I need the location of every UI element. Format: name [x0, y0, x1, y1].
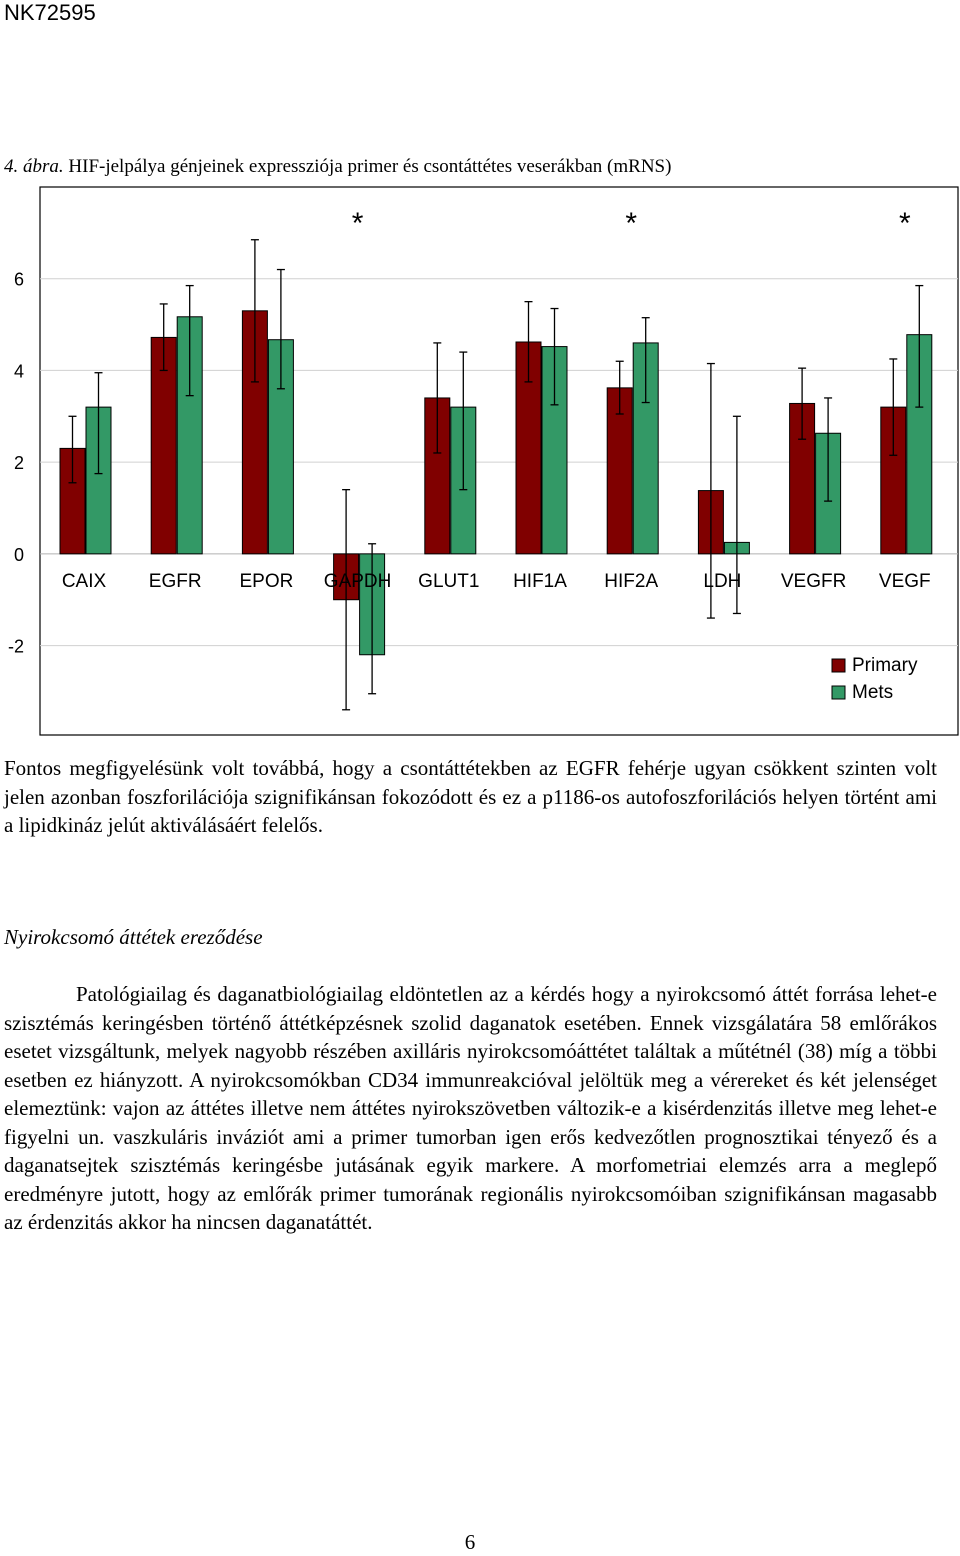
- category-label: HIF1A: [513, 570, 567, 592]
- body-paragraph-1: Fontos megfigyelésünk volt továbbá, hogy a csontáttétekben az EGFR fehérje ugyan csökkent szinten volt jelen azonban foszforilációja szignifikánsan fokozódott és ez a p1186-os autofoszforilációs helyen történt ami a lipidkináz jelút aktiválásáért felelős.: [4, 756, 937, 837]
- document-code: NK72595: [4, 0, 96, 25]
- category-label: VEGF: [878, 570, 931, 592]
- significance-star: *: [625, 206, 638, 240]
- category-label: LDH: [703, 570, 742, 592]
- category-label: EGFR: [148, 570, 202, 592]
- legend-label-mets: Mets: [852, 682, 894, 703]
- category-label: EPOR: [239, 570, 294, 592]
- y-tick-label: 0: [13, 544, 24, 565]
- y-tick-label: 6: [13, 269, 24, 290]
- category-label: GAPDH: [323, 570, 392, 592]
- y-tick-label: -2: [7, 636, 24, 657]
- legend-label-primary: Primary: [852, 655, 918, 676]
- category-label: HIF2A: [604, 570, 659, 592]
- y-tick-label: 4: [13, 361, 24, 382]
- category-label: VEGFR: [780, 570, 847, 592]
- significance-star: *: [898, 206, 911, 240]
- category-label: CAIX: [61, 570, 107, 592]
- section-heading: Nyirokcsomó áttétek ereződése: [4, 925, 263, 949]
- legend-swatch-mets: [832, 686, 845, 699]
- y-tick-label: 2: [13, 453, 24, 474]
- figure-caption: [4, 155, 671, 179]
- body-paragraph-2: Patológiailag és daganatbiológiailag eldöntetlen az a kérdés hogy a nyirokcsomó áttét forrása lehet-e szisztémás keringésben történő áttétképzésnek szolid daganatok esetében. Ennek vizsgálatára 58 emlőrákos esetet vizsgáltunk, melyek nagyobb részében axilláris nyirokcsomóáttétet találtak a műtétnél (38) míg a többi esetben ez hiányzott. A nyirokcsomókban CD34 immunreakcióval jelöltük meg a vérereket és két jelenséget elemeztünk: vajon az áttétes illetve nem áttétes nyirokszövetben változik-e a kisérdenzitás illetve meg lehet-e figyelni un. vaszkuláris inváziót ami a primer tumorban igen erős kedvezőtlen prognosztikai tényező és a daganatsejtek szisztémás keringésbe jutásának egyik markere. A morfometriai elemzés arra a meglepő eredményre jutott, hogy az emlőrák primer tumorának regionális nyirokcsomóiban szignifikánsan magasabb az érdenzitás akkor ha nincsen daganatáttét.: [4, 982, 937, 1234]
- bar-chart: [0, 185, 960, 738]
- page-number: 6: [464, 1530, 476, 1554]
- category-label: GLUT1: [418, 570, 480, 592]
- legend-swatch-primary: [832, 659, 845, 672]
- figure-caption-text: HIF-jelpálya génjeinek expressziója primer és csontáttétes veserákban (mRNS): [63, 156, 672, 177]
- figure-caption-label: 4. ábra.: [4, 156, 64, 177]
- significance-star: *: [351, 206, 364, 240]
